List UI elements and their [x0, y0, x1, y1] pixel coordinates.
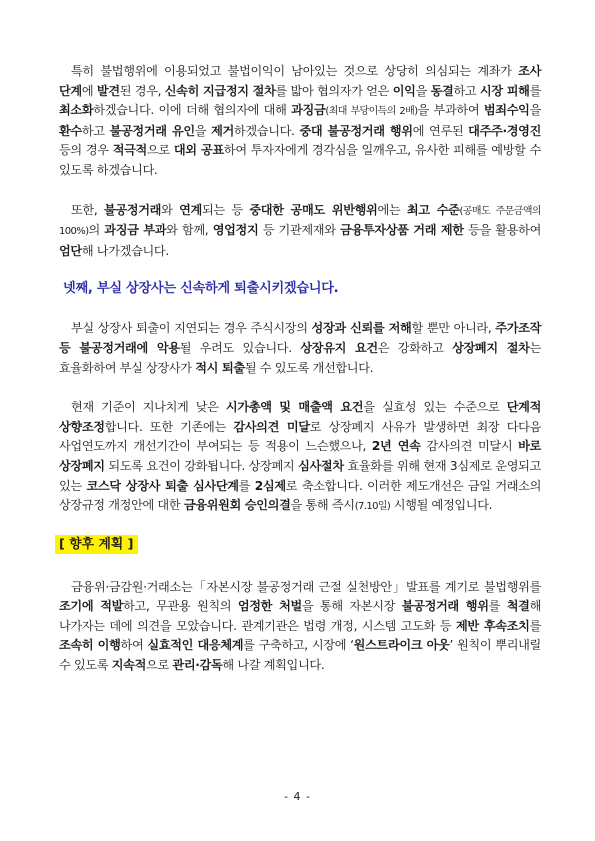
emphasis: 동결	[430, 83, 454, 98]
emphasis: 대주주·경영진	[468, 123, 541, 138]
emphasis: 원스트라이크 아웃	[353, 638, 450, 653]
emphasis: 엄정한 처벌	[237, 599, 302, 614]
emphasis: 금융투자상품 거래 제한	[340, 223, 464, 238]
text-run: 또한,	[71, 202, 104, 217]
text-run: 현재 기준이 지나치게 낮은	[71, 400, 226, 415]
text-run: 하여 투자자에게 경각심을 일깨우고, 유사한 피해를 예방할 수 있도록 하겠습니다.	[59, 143, 541, 177]
text-run: 을	[415, 83, 431, 98]
emphasis: 조기에 적발	[59, 599, 124, 614]
text-run: 하고	[453, 83, 480, 98]
text-run: 금융위·금감원·거래소는「자본시장 불공정거래 근절 실천방안」발표를 계기로 불법행위를	[71, 579, 541, 594]
emphasis: 2심제	[254, 478, 286, 493]
text-run: 합니다. 또한 기존에는	[104, 419, 234, 434]
text-run: 으로	[146, 143, 174, 158]
text-run: 등의 경우	[59, 143, 113, 158]
text-run: 에는	[377, 202, 407, 217]
emphasis: 중대 불공정거래 행위	[299, 123, 413, 138]
text-run: 하겠습니다. 이에 더해 협의자에 대해	[93, 103, 292, 118]
emphasis: 상장폐지 절차	[452, 340, 530, 355]
emphasis: 지속적	[111, 658, 147, 673]
text-run: 하겠습니다.	[233, 123, 300, 138]
emphasis: 제거	[211, 123, 234, 138]
emphasis: 영업정지	[212, 223, 259, 238]
text-run: 을 통해 자본시장	[301, 599, 402, 614]
text-run: 로 상장폐지 사유가 발생하면 최장 다다음 사업연도까지 개선기간이 부여되는 등 적용이 느슨했으나,	[59, 419, 541, 454]
text-run: 을	[194, 123, 212, 138]
text-run: 해 나가겠습니다.	[81, 243, 169, 258]
emphasis: 조속히 이행	[59, 638, 121, 653]
text-run: 등 기관제재와	[258, 223, 341, 238]
emphasis: 성장과 신뢰를 저해	[311, 321, 412, 336]
text-run: 감사의견 미달시	[420, 439, 519, 454]
text-run: 를	[238, 478, 255, 493]
text-run: 을	[529, 103, 541, 118]
text-run: 을 실효성 있는 수준으로	[363, 400, 507, 415]
text-run: 시행될 예정입니다.	[390, 498, 493, 513]
text-run: 를	[529, 83, 542, 98]
paragraph-listing-requirements	[59, 398, 541, 517]
emphasis: 중대한 공매도 위반행위	[249, 202, 378, 217]
text-run: 의	[88, 223, 105, 238]
text-run: 를	[529, 618, 542, 633]
emphasis: 엄단	[59, 243, 82, 258]
text-run: 를 밟아 협의자가 얻은	[275, 83, 393, 98]
text-run: 할 뿐만 아니라,	[411, 321, 496, 336]
emphasis: 관리·감독	[172, 658, 223, 673]
text-run: 은 강화하고	[377, 340, 453, 355]
emphasis: 최소화	[59, 103, 94, 118]
emphasis: 감사의견 미달	[233, 419, 310, 434]
note-small: (공매도 주문금액의 100%)	[59, 205, 541, 238]
text-run: 등을 활용하여	[463, 223, 542, 238]
paragraph-account-freeze	[59, 62, 541, 181]
emphasis: 이익	[392, 83, 416, 98]
emphasis: 시가총액 및 매출액 요건	[225, 400, 364, 415]
text-run: 해 나갈 계획입니다.	[222, 658, 325, 673]
emphasis: 금융위원회 승인의결	[183, 498, 291, 513]
emphasis: 심사절차	[298, 458, 344, 473]
emphasis: 환수	[59, 123, 82, 138]
text-run: 될 우려도 있습니다.	[179, 340, 301, 355]
emphasis: 2년 연속	[371, 439, 421, 454]
text-run: 에	[81, 83, 97, 98]
text-run: 를	[488, 599, 507, 614]
text-run: 와 함께,	[166, 223, 213, 238]
emphasis: 코스닥 상장사 퇴출 심사단계	[86, 478, 239, 493]
emphasis: 실효적인 대응체계	[147, 638, 244, 653]
note-small: (7.10일)	[354, 501, 391, 513]
text-run: 하고, 무관용 원칙의	[123, 599, 238, 614]
emphasis: 신속히 지급정지 절차	[164, 83, 276, 98]
emphasis: 조사 단계	[59, 64, 541, 98]
paragraph-future-plans	[59, 578, 541, 676]
text-run: 되는 등	[201, 202, 250, 217]
emphasis: 상장유지 요건	[300, 340, 378, 355]
text-run: 는 효율화하여 부실 상장사가	[59, 340, 541, 375]
paragraph-short-selling	[59, 201, 541, 262]
emphasis: 과징금	[291, 103, 326, 118]
text-run: 하고	[81, 123, 110, 138]
text-run: 되도록 요건이 강화됩니다. 상장폐지	[104, 458, 299, 473]
text-run: 에 연루된	[412, 123, 469, 138]
section-heading-delisting: 넷째, 부실 상장사는 신속하게 퇴출시키겠습니다.	[63, 281, 339, 297]
emphasis: 불공정거래 행위	[401, 599, 489, 614]
text-run: 하여	[120, 638, 148, 653]
document-body	[59, 62, 541, 676]
emphasis: 과징금 부과	[104, 223, 167, 238]
note-small: (최대 부당이득의 2배)	[325, 106, 418, 118]
text-run: 효율화를 위해 현재 3심제로 운영되고 있는	[59, 458, 541, 493]
text-run: 으로	[146, 658, 173, 673]
emphasis: 시장 피해	[479, 83, 530, 98]
text-run: 특히 불법행위에 이용되었고 불법이익이 남아있는 것으로 상당히 의심되는 계좌가	[71, 64, 519, 78]
page-number: - 4 -	[284, 790, 311, 803]
emphasis: 단계적 상향조정	[59, 400, 541, 434]
text-run: 부실 상장사 퇴출이 지연되는 경우 주식시장의	[71, 321, 312, 336]
text-run: 해 나가자는 데에 의견을 모았습니다. 관계기관은 법령 개정, 시스템 고도화 등	[59, 599, 541, 633]
section-label-future-plans: [ 향후 계획 ]	[55, 535, 138, 554]
emphasis: 적극적	[112, 143, 147, 158]
text-run: 를 구축하고, 시장에 ‘	[243, 638, 354, 653]
emphasis: 최고 수준	[406, 202, 460, 217]
text-run: 될 수 있도록 개선합니다.	[244, 360, 374, 375]
emphasis: 범죄수익	[483, 103, 530, 118]
emphasis: 대외 공표	[173, 143, 224, 158]
text-run: 와	[161, 202, 180, 217]
text-run: 된 경우,	[119, 83, 165, 98]
paragraph-delisting-intro	[59, 319, 541, 378]
text-run: ’ 원칙이 뿌리내릴 수 있도록	[59, 638, 541, 673]
emphasis: 발견	[96, 83, 120, 98]
emphasis: 척결	[506, 599, 530, 614]
emphasis: 주가조작 등 불공정거래에 악용	[59, 321, 541, 355]
emphasis: 바로 상장폐지	[59, 439, 541, 473]
emphasis: 불공정거래	[103, 202, 162, 217]
emphasis: 연계	[179, 202, 202, 217]
emphasis: 제반 후속조치	[455, 618, 530, 633]
text-run: 로 축소합니다. 이러한 제도개선은 금일 거래소의 상장규정 개정안에 대한	[59, 478, 542, 513]
emphasis: 불공정거래 유인	[109, 123, 195, 138]
text-run: 을 통해 즉시	[290, 498, 355, 513]
emphasis: 적시 퇴출	[195, 360, 245, 375]
text-run: 을 부과하여	[417, 103, 484, 118]
